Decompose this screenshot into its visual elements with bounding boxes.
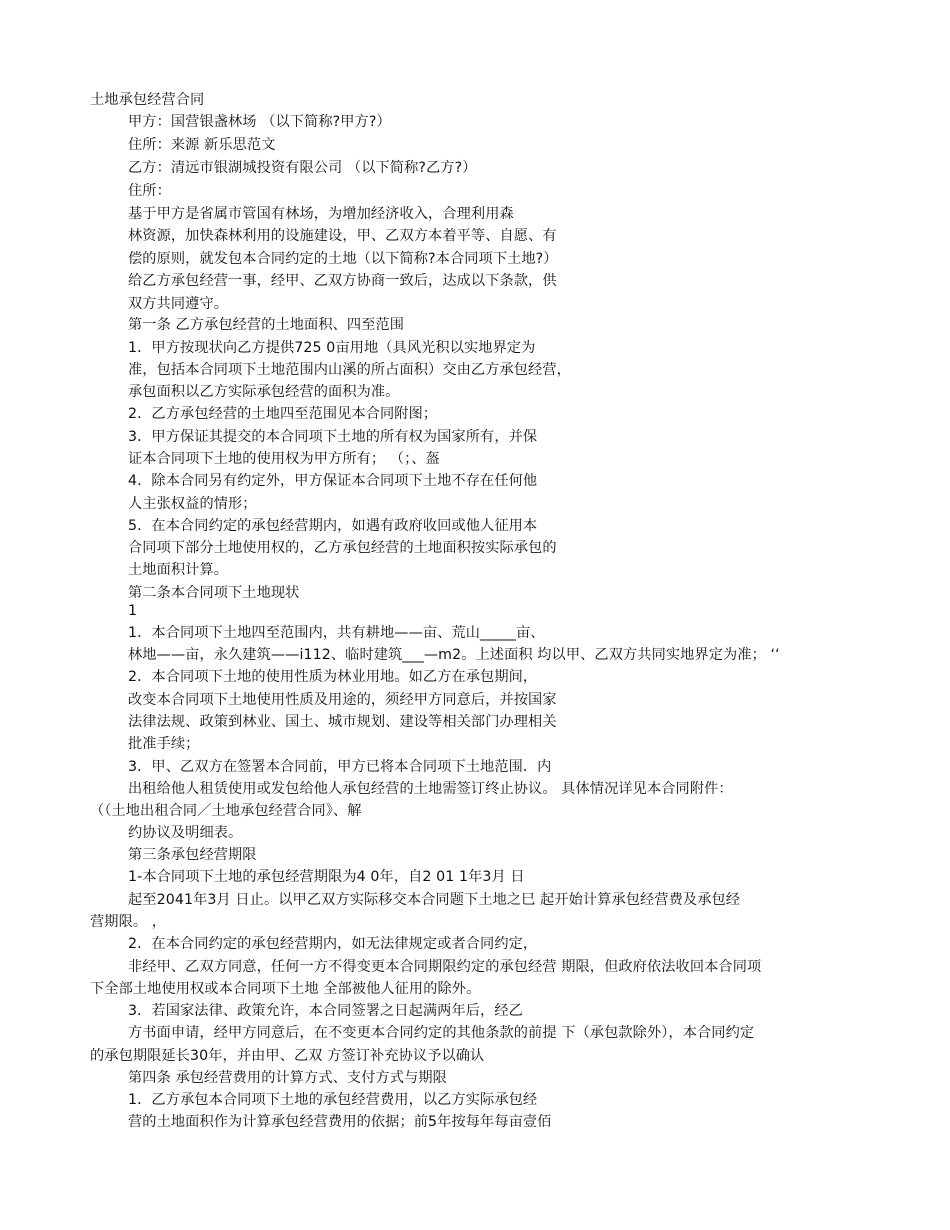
text-line: 1-本合同项下土地的承包经营期限为4 0年，自2 01 1年3月 日 — [128, 869, 525, 885]
article-heading: 第一条 乙方承包经营的土地面积、四至范围 — [128, 317, 405, 333]
text-line: 1．甲方按现状向乙方提供725 0亩用地（具风光积以实地界定为 — [128, 340, 536, 356]
party-b-address: 住所： — [128, 183, 171, 199]
text-line: 1．本合同项下土地四至范围内，共有耕地——亩、荒山_____亩、 — [128, 625, 545, 641]
text-line: 1．乙方承包本合同项下土地的承包经营费用，以乙方实际承包经 — [128, 1092, 538, 1108]
text-line: 1 — [128, 603, 138, 619]
text-line: 的承包期限延长30年，并由甲、乙双 方签订补充协议予以确认 — [90, 1048, 485, 1064]
text-line: 土地面积计算。 — [128, 562, 229, 578]
text-line: 3．甲方保证其提交的本合同项下土地的所有权为国家所有，并保 — [128, 429, 538, 445]
text-line: 5．在本合同约定的承包经营期内，如遇有政府收回或他人征用本 — [128, 518, 538, 534]
article-heading: 第三条承包经营期限 — [128, 847, 257, 863]
text-line: 约协议及明细表。 — [128, 825, 243, 841]
text-line: 营的土地面积作为计算承包经营费用的依据；前5年按每年每亩壹佰 — [128, 1114, 552, 1130]
text-line: 营期限。 ， — [90, 914, 167, 930]
text-line: 批准手续； — [128, 736, 200, 752]
text-line: 3．若国家法律、政策允许，本合同签署之日起满两年后，经乙 — [128, 1003, 523, 1019]
text-line: 林资源，加快森林利用的设施建设，甲、乙双方本着平等、自愿、有 — [128, 228, 557, 244]
text-line: 偿的原则，就发包本合同约定的土地（以下简称?本合同项下土地?） — [128, 251, 558, 267]
text-line: 证本合同项下土地的使用权为甲方所有； （；、盔 — [128, 451, 440, 467]
text-line: 下全部土地使用权或本合同项下土地 全部被他人征用的除外。 — [90, 981, 481, 997]
text-line: 法律法规、政策到林业、国土、城市规划、建设等相关部门办理相关 — [128, 714, 557, 730]
text-line: 2．乙方承包经营的土地四至范围见本合同附图； — [128, 406, 438, 422]
text-line: 改变本合同项下土地使用性质及用途的，须经甲方同意后，并按国家 — [128, 692, 557, 708]
text-line: 4．除本合同另有约定外，甲方保证本合同项下土地不存在任何他 — [128, 473, 538, 489]
text-line: 双方共同遵守。 — [128, 296, 229, 312]
text-line: 方书面申请，经甲方同意后，在不变更本合同约定的其他条款的前提 下（承包款除外），本合同约定 — [128, 1025, 755, 1041]
text-line: 准，包括本合同项下土地范围内山溪的所占面积）交由乙方承包经营， — [128, 362, 571, 378]
text-line: 合同项下部分土地使用权的，乙方承包经营的土地面积按实际承包的 — [128, 540, 557, 556]
text-line: 起至2041年3月 日止。以甲乙双方实际移交本合同题下土地之巳 起开始计算承包经营费及承包经 — [128, 892, 741, 908]
party-b-line: 乙方：清远市银湖城投资有限公司 （以下简称?乙方?） — [128, 160, 477, 176]
article-heading: 第四条 承包经营费用的计算方式、支付方式与期限 — [128, 1070, 447, 1086]
text-line: 出租给他人租赁使用或发包给他人承包经营的土地需签订终止协议。 具体情况详见本合同附件： — [128, 781, 733, 797]
text-line: 非经甲、乙双方同意，任何一方不得变更本合同期限约定的承包经营 期限，但政府依法收回本合同项 — [128, 959, 762, 975]
party-a-address: 住所：来源 新乐思范文 — [128, 137, 276, 153]
document-title: 土地承包经营合同 — [90, 92, 205, 108]
text-line: （（土地出租合同／土地承包经营合同》、解 — [90, 803, 362, 819]
party-a-line: 甲方：国营银盏林场 （以下简称?甲方?） — [128, 114, 391, 130]
text-line: 2．本合同项下土地的使用性质为林业用地。如乙方在承包期间， — [128, 669, 538, 685]
text-line: 2．在本合同约定的承包经营期内，如无法律规定或者合同约定， — [128, 936, 538, 952]
text-line: 承包面积以乙方实际承包经营的面积为准。 — [128, 384, 400, 400]
text-line: 人主张权益的情形； — [128, 496, 257, 512]
text-line: 给乙方承包经营一事，经甲、乙双方协商一致后，达成以下条款，供 — [128, 273, 557, 289]
text-line: 基于甲方是省属市管国有林场，为增加经济收入，合理利用森 — [128, 206, 514, 222]
article-heading: 第二条本合同项下土地现状 — [128, 585, 300, 601]
text-line: 3．甲、乙双方在签署本合同前，甲方已将本合同项下土地范围．内 — [128, 759, 552, 775]
text-line: 林地——亩，永久建筑——i112、临时建筑___—m2。上述面积 均以甲、乙双方共同实地界定为准； ‘‘ — [128, 647, 780, 663]
